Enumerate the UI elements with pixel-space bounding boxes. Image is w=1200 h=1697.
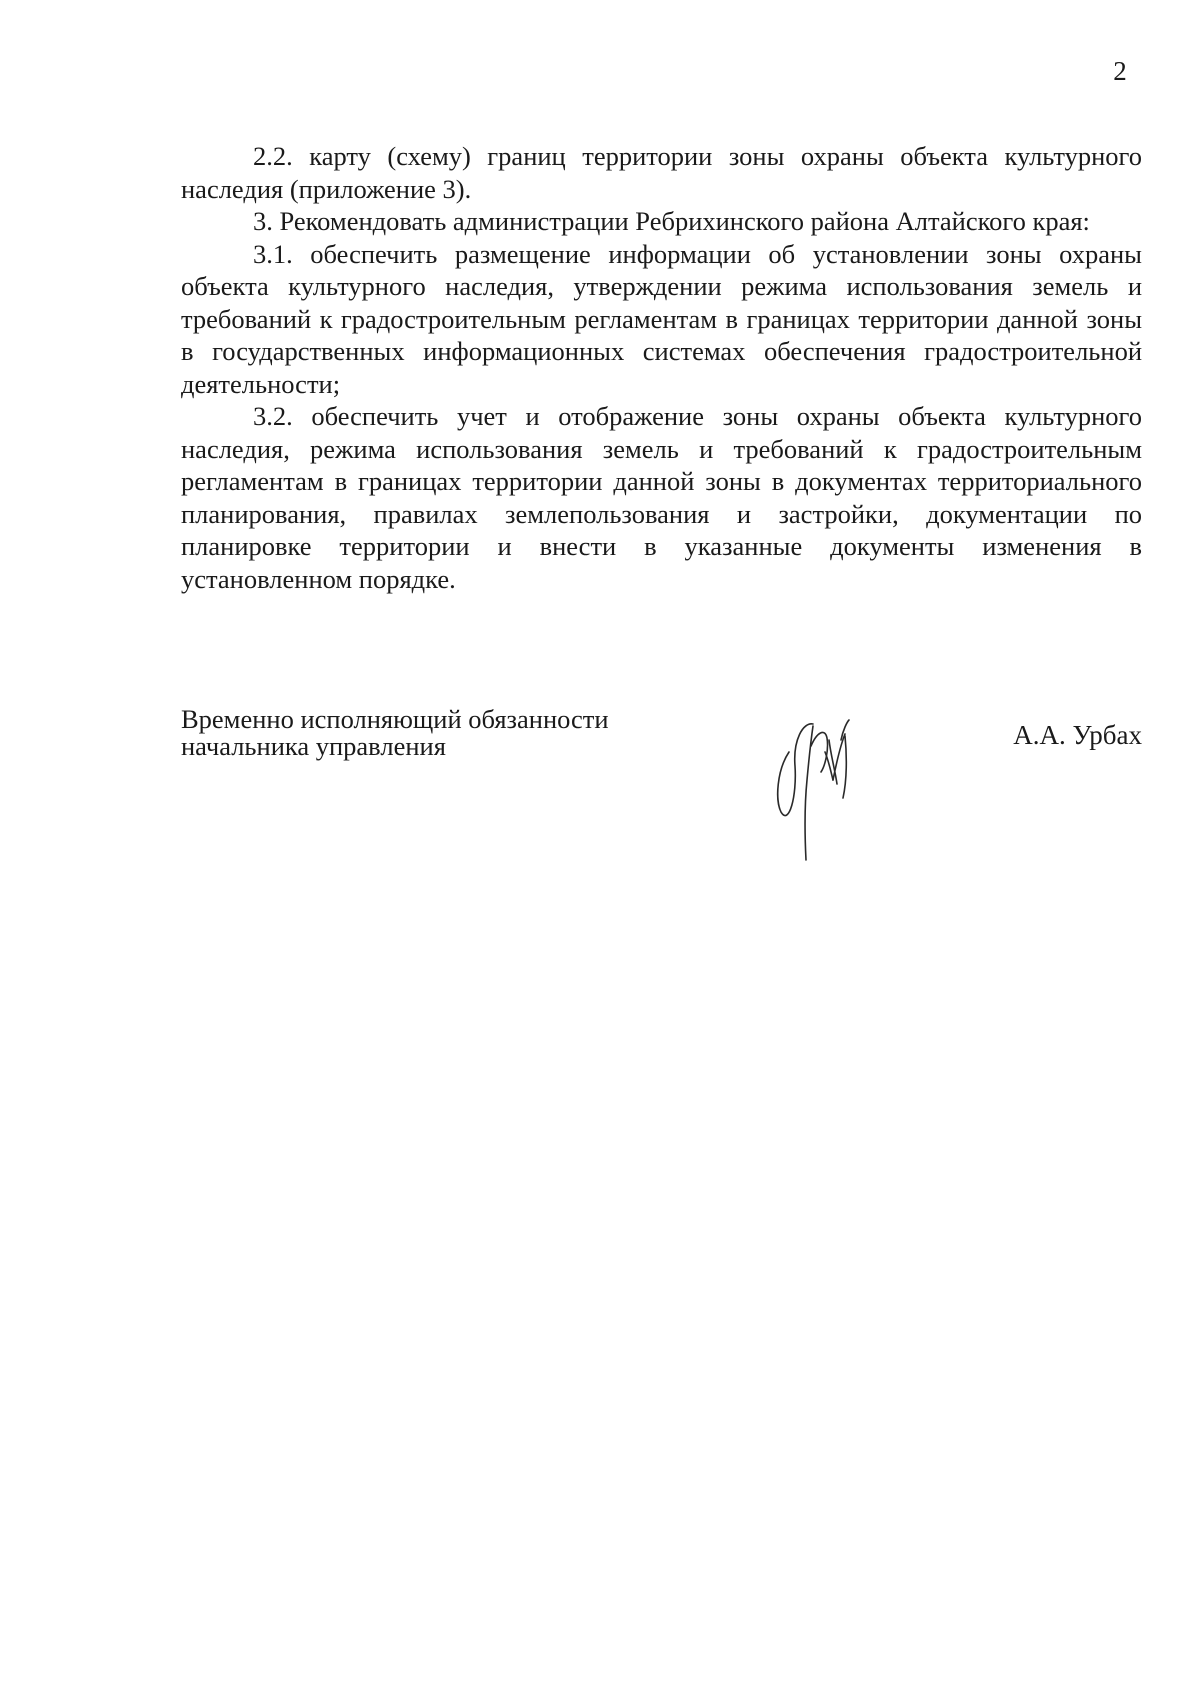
paragraph-2-2: 2.2. карту (схему) границ территории зоны охраны объекта культурного наследия (приложение 3).: [181, 141, 1142, 204]
signature-block: [181, 706, 1142, 886]
paragraph-3-2: 3.2. обеспечить учет и отображение зоны охраны объекта культурного наследия, режима использования земель и требований к градостроительным регламентам в границах территории данной зоны в документах территориального планирования, правилах землепользования и застройки, документации по планировке территории и внести в указанные документы изменения в установленном порядке.: [181, 401, 1142, 594]
page-number: 2: [1113, 56, 1127, 86]
handwritten-signature-icon: [767, 700, 877, 870]
signer-title-line-2: начальника управления: [181, 731, 446, 761]
document-body: [181, 140, 1142, 595]
signer-name: А.А. Урбах: [1013, 720, 1142, 750]
signer-title: [181, 706, 609, 760]
paragraph-3-1: 3.1. обеспечить размещение информации об установлении зоны охраны объекта культурного наследия, утверждении режима использования земель и требований к градостроительным регламентам в границах территории данной зоны в государственных информационных системах обеспечения градостроительной деятельности;: [181, 238, 1142, 399]
signer-title-line-1: Временно исполняющий обязанности: [181, 704, 609, 734]
paragraph-3: 3. Рекомендовать администрации Ребрихинского района Алтайского края:: [253, 206, 1090, 236]
